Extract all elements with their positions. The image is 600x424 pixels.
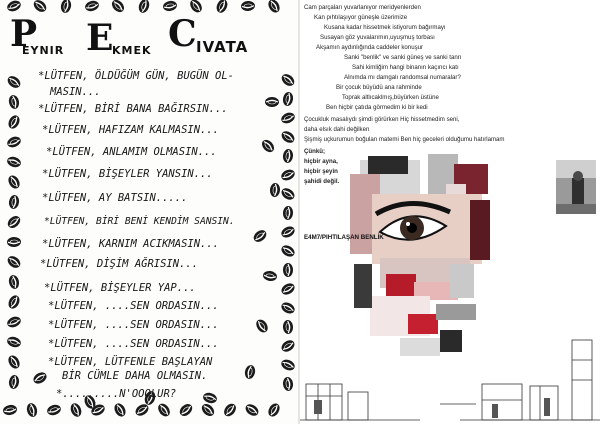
- coffee-bean-icon: [6, 335, 22, 349]
- list-line: *LÜTFEN, BİŞEYLER YAP...: [44, 282, 196, 294]
- list-line: *.........N'OOOLUR?: [56, 388, 177, 400]
- coffee-bean-icon: [46, 403, 62, 417]
- coffee-bean-icon: [137, 0, 151, 14]
- list-line: BİR CÜMLE DAHA OLMASIN.: [62, 370, 208, 382]
- coffee-bean-icon: [6, 293, 21, 310]
- list-line: *LÜTFEN, BİŞEYLER YANSIN...: [42, 168, 213, 180]
- coffee-bean-icon: [262, 270, 277, 282]
- coffee-bean-icon: [31, 370, 48, 386]
- poem-line: Sanki "benlik" ve sanki güneş ve sanki tanrı: [344, 54, 462, 61]
- coffee-bean-icon: [283, 263, 293, 277]
- coffee-bean-icon: [279, 243, 296, 259]
- coffee-bean-icon: [162, 0, 178, 12]
- coffee-bean-icon: [279, 281, 296, 297]
- coffee-bean-icon: [279, 186, 296, 202]
- list-line: *LÜTFEN, DİŞİM AĞRISIN...: [40, 258, 199, 270]
- coffee-bean-icon: [282, 91, 294, 106]
- title-letter-c: C: [168, 13, 196, 55]
- coffee-bean-icon: [6, 135, 23, 150]
- coffee-bean-icon: [25, 402, 38, 418]
- list-line: *LÜTFEN, BİRİ BANA BAĞIRSIN...: [38, 103, 228, 115]
- coffee-bean-icon: [8, 194, 20, 209]
- coffee-bean-icon: [6, 173, 22, 190]
- coffee-bean-icon: [6, 113, 21, 130]
- coffee-bean-icon: [266, 401, 282, 418]
- poem-line: Çocukluk masalıydı şimdi görürken Hiç hissetmedim seni,: [304, 116, 460, 123]
- coffee-bean-icon: [260, 137, 277, 154]
- poem-line: Toprak altlıcaklmış,büyürken üstüne: [342, 94, 439, 101]
- coffee-bean-icon: [6, 155, 22, 169]
- list-line: *LÜTFEN, KARNIM ACIKMASIN...: [42, 238, 220, 250]
- artwork-caption: E4M7/PIHTILAŞAN BENLİK: [304, 234, 384, 241]
- poem-line: Sahi kimliğim hangi binanın kaçıncı katı: [352, 64, 459, 71]
- poem-line: Ben hiçbir çatıda görmedim ki bir kedi: [326, 104, 428, 111]
- coffee-bean-icon: [8, 94, 21, 110]
- coffee-bean-icon: [69, 402, 84, 419]
- coffee-bean-icon: [177, 402, 194, 419]
- coffee-bean-icon: [283, 320, 294, 335]
- coffee-bean-icon: [215, 0, 230, 14]
- coffee-bean-icon: [254, 317, 270, 334]
- list-line: *LÜTFEN, ÖLDÜĞÜM GÜN, BUGÜN OL-: [38, 70, 234, 82]
- poem-line: şahidi değil.: [304, 178, 340, 185]
- poem-line: hiçbir şeyin: [304, 168, 338, 175]
- coffee-bean-icon: [280, 358, 297, 373]
- coffee-bean-icon: [266, 0, 282, 15]
- poem-line: Cam parçaları yuvarlanıyor meridyenlerden: [304, 4, 421, 11]
- coffee-bean-icon: [270, 183, 281, 198]
- poem-line: Kusana kadar hissetmek istiyorum bağırmayı: [324, 24, 446, 31]
- list-line: *LÜTFEN, LÜTFENLE BAŞLAYAN: [48, 356, 213, 368]
- coffee-bean-icon: [279, 72, 296, 89]
- coffee-bean-icon: [6, 315, 23, 330]
- list-line: *LÜTFEN, HAFIZAM KALMASIN...: [42, 124, 220, 136]
- coffee-bean-icon: [60, 0, 73, 14]
- list-line: *LÜTFEN, ANLAMIM OLMASIN...: [46, 146, 217, 158]
- page-title: [8, 14, 293, 70]
- architectural-sketch: [300, 300, 600, 424]
- coffee-bean-icon: [110, 0, 127, 15]
- coffee-bean-icon: [265, 97, 279, 107]
- coffee-bean-icon: [222, 401, 239, 418]
- poem-line: Alnımda mı damgalı randomsal numaralar?: [344, 74, 461, 81]
- poem-line: Bir çocuk büyüdü ana rahminde: [336, 84, 422, 91]
- poem-line: Şişmiş uçkurumun boğulan matemi Ben hiç geceleri olduğumu hatırlamam: [304, 136, 505, 143]
- coffee-bean-icon: [279, 129, 296, 145]
- coffee-bean-icon: [5, 214, 22, 231]
- list-line: MASIN...: [50, 86, 101, 98]
- coffee-bean-icon: [8, 274, 21, 290]
- street-photo-fragment: [556, 160, 596, 214]
- list-line: *LÜTFEN, ....SEN ORDASIN...: [48, 300, 219, 312]
- coffee-bean-icon: [280, 168, 297, 183]
- coffee-bean-icon: [156, 401, 172, 418]
- coffee-bean-icon: [280, 111, 297, 126]
- coffee-bean-icon: [282, 377, 293, 392]
- coffee-bean-icon: [7, 237, 21, 247]
- coffee-bean-icon: [84, 0, 100, 13]
- coffee-bean-icon: [241, 1, 256, 12]
- poem-line: Çünkü;: [304, 148, 325, 155]
- coffee-bean-icon: [6, 353, 22, 370]
- coffee-bean-icon: [243, 402, 260, 418]
- coffee-bean-icon: [251, 228, 268, 245]
- coffee-bean-icon: [199, 402, 216, 419]
- coffee-bean-icon: [8, 374, 20, 389]
- poem-line: daha elsık dahi değilken: [304, 126, 370, 133]
- coffee-bean-icon: [279, 338, 296, 354]
- coffee-bean-icon: [6, 0, 23, 13]
- coffee-bean-icon: [279, 224, 296, 239]
- coffee-bean-icon: [282, 149, 293, 164]
- poem-line: Susayan göz yuvalarımın,uyuşmuş torbası: [320, 34, 435, 41]
- title-word-kmek: KMEK: [112, 44, 152, 57]
- poem-line: Akşamın aydınlığında caddeler konuşur: [316, 44, 424, 51]
- title-letter-p: P: [10, 13, 37, 55]
- coffee-bean-icon: [5, 254, 22, 270]
- list-line: *LÜTFEN, AY BATSIN.....: [42, 192, 188, 204]
- coffee-bean-icon: [202, 391, 218, 404]
- poem-line: Kan pıhtılaşıyor güneşle üzerimize: [314, 14, 408, 21]
- coffee-bean-icon: [279, 300, 296, 315]
- title-letter-e: E: [86, 17, 113, 59]
- list-line: *LÜTFEN, BİRİ BENİ KENDİM SANSIN.: [44, 216, 235, 227]
- coffee-bean-icon: [5, 74, 22, 90]
- coffee-bean-icon: [283, 206, 294, 221]
- title-word-ivata: IVATA: [196, 38, 249, 56]
- title-word-eynir: EYNIR: [22, 44, 65, 57]
- list-line: *LÜTFEN, ....SEN ORDASIN...: [48, 338, 219, 350]
- coffee-bean-icon: [244, 364, 257, 380]
- coffee-bean-icon: [2, 404, 18, 416]
- list-line: *LÜTFEN, ....SEN ORDASIN...: [48, 319, 219, 331]
- poem-line: hiçbir ayna,: [304, 158, 338, 165]
- coffee-bean-icon: [112, 401, 128, 418]
